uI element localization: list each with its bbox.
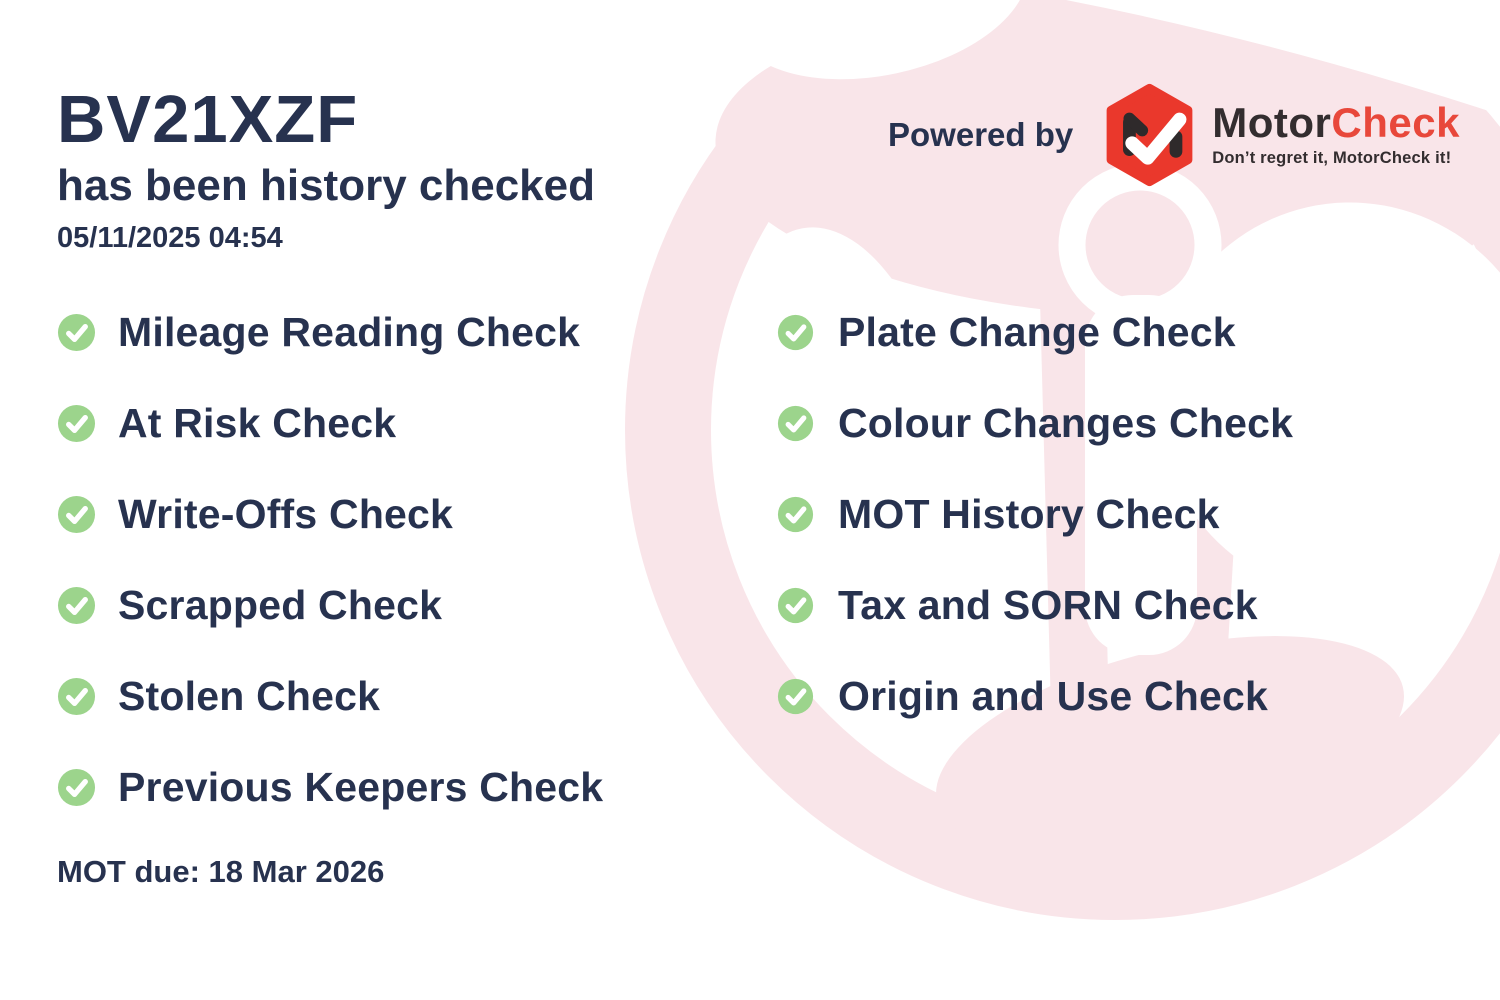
powered-by-label: Powered by — [888, 116, 1074, 153]
checklist-item — [777, 651, 1293, 742]
checklist-item — [57, 469, 603, 560]
checklist-item-label: Previous Keepers Check — [118, 764, 604, 810]
checklist-item — [777, 378, 1293, 469]
checklist-item — [57, 287, 603, 378]
brand-name-motor: Motor — [1212, 99, 1332, 146]
check-circle-icon — [57, 404, 96, 443]
brand-name — [1212, 99, 1460, 146]
powered-by-lockup — [888, 83, 1460, 187]
check-circle-icon — [777, 405, 814, 442]
brand-text — [1212, 99, 1460, 168]
checklist-item-label: Write-Offs Check — [118, 491, 454, 537]
checklist-item — [57, 560, 603, 651]
mot-due-label: MOT due: 18 Mar 2026 — [57, 854, 385, 889]
check-circle-icon — [777, 314, 814, 351]
checklist-item — [777, 469, 1293, 560]
check-circle-icon — [57, 313, 96, 352]
brand-name-check: Check — [1331, 99, 1460, 146]
check-circle-icon — [57, 677, 96, 716]
check-circle-icon — [57, 586, 96, 625]
checklist-left-column — [57, 287, 603, 833]
brand-tagline: Don’t regret it, MotorCheck it! — [1212, 149, 1452, 167]
checklist-item-label: Tax and SORN Check — [838, 582, 1258, 628]
checklist-item-label: Origin and Use Check — [838, 673, 1269, 719]
registration-plate: BV21XZF — [57, 82, 359, 157]
checklist-item — [57, 651, 603, 742]
checklist-item — [57, 378, 603, 469]
checklist-item — [777, 287, 1293, 378]
checklist-item-label: Stolen Check — [118, 673, 381, 719]
checklist-item-label: Plate Change Check — [838, 309, 1236, 355]
check-circle-icon — [57, 495, 96, 534]
checklist-right-column — [777, 287, 1293, 742]
check-timestamp: 05/11/2025 04:54 — [57, 221, 283, 254]
checklist-item-label: MOT History Check — [838, 491, 1220, 537]
checklist-item-label: Mileage Reading Check — [118, 309, 581, 355]
header — [57, 82, 595, 255]
check-circle-icon — [777, 678, 814, 715]
checklist-item — [777, 560, 1293, 651]
history-checked-subtitle: has been history checked — [57, 161, 595, 210]
motorcheck-hexagon-logo-icon — [1099, 83, 1200, 187]
check-circle-icon — [57, 768, 96, 807]
check-circle-icon — [777, 587, 814, 624]
checklist-item — [57, 742, 603, 833]
check-circle-icon — [777, 496, 814, 533]
checklist-item-label: Scrapped Check — [118, 582, 443, 628]
checklist-item-label: At Risk Check — [118, 400, 397, 446]
checklist-item-label: Colour Changes Check — [838, 400, 1294, 446]
